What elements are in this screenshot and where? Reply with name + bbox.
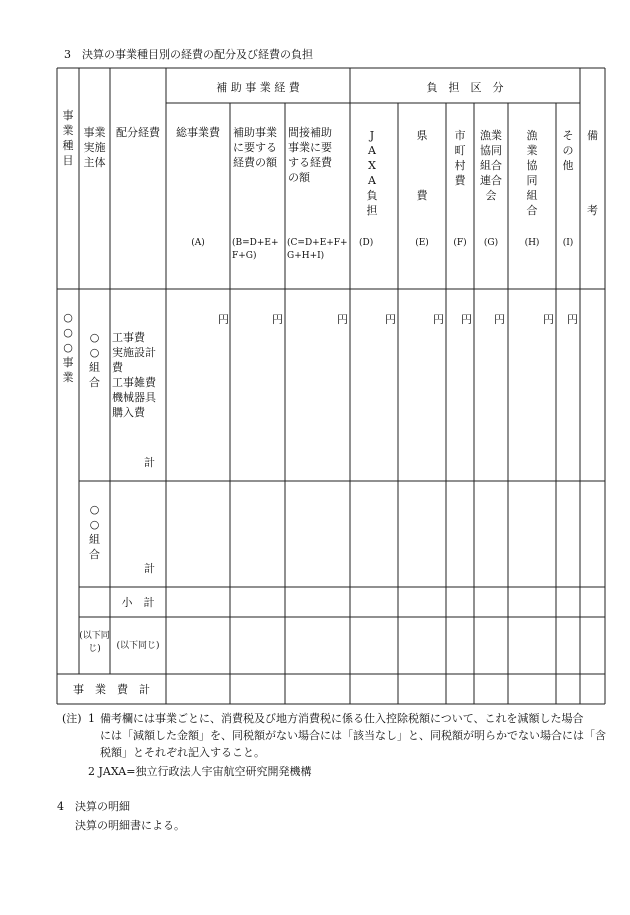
body-etc-entity: (以下同 じ) [79,631,110,654]
header-muni-code: (F) [453,238,467,248]
header-required-code: (B=D+E+ F+G) [232,238,279,261]
header-other: そ の 他 [562,129,574,172]
yen-jaxa: 円 [385,313,396,326]
note-1: 備考欄には事業ごとに、消費税及び地方消費税に係る仕入控除税額について、これを減額した場合 には「減額した金額」を、同税額がない場合には「該当なし」と、同税額が明らかでない場合には「含 税額」とそれぞれ記入すること。 [100,712,606,759]
body-etc-alloc: (以下同じ) [116,641,160,651]
header-pref-code: (E) [415,238,429,248]
body-grand-total: 事 業 費 計 [73,683,150,696]
yen-other: 円 [567,313,578,326]
body-entity-2: ○ ○ 組 合 [89,503,100,561]
yen-required: 円 [272,313,283,326]
header-type: 事 業 種 目 [62,109,74,167]
body-kei-2: 計 [144,562,155,575]
body-kei-1: 計 [144,456,155,469]
header-fed: 漁業 協同 組合 連合 会 [480,129,502,202]
note-2: 2 JAXA=独立行政法人宇宙航空研究開発機構 [88,765,312,778]
yen-total: 円 [218,313,229,326]
yen-pref: 円 [433,313,444,326]
header-remarks: 備 考 [587,129,598,217]
section-4-heading: 4 決算の明細 [57,800,130,813]
section-4-body: 決算の明細書による。 [75,819,185,832]
header-total: 総事業費 [176,126,220,139]
header-indirect-code: (C=D+E+F+ G+H+I) [287,238,348,261]
yen-fed: 円 [494,313,505,326]
note-1-number: 1 [88,712,95,725]
yen-coop: 円 [543,313,554,326]
body-entity-1: ○ ○ 組 合 [89,331,100,389]
header-required: 補助事業 に要する 経費の額 [233,126,277,169]
header-fed-code: (G) [483,238,499,248]
body-subtotal: 小 計 [121,596,155,609]
header-entity: 事業 実施 主体 [83,126,106,169]
header-group-burden: 負 担 区 分 [426,81,504,94]
yen-muni: 円 [461,313,472,326]
header-indirect: 間接補助 事業に要 する経費 の額 [288,126,332,184]
body-alloc-items: 工事費 実施設計 費 工事雑費 機械器具 購入費 [112,331,156,419]
header-coop: 漁 業 協 同 組 合 [526,129,538,217]
header-pref: 県 費 [416,129,428,202]
header-jaxa-code: (D) [359,238,374,248]
header-group-subsidy: 補 助 事 業 経 費 [216,81,300,94]
header-alloc: 配分経費 [116,126,160,139]
section-3-heading: 3 決算の事業種目別の経費の配分及び経費の負担 [64,48,313,61]
header-coop-code: (H) [524,238,540,248]
header-jaxa: J A X A 負 担 [366,129,378,217]
header-other-code: (I) [562,238,574,248]
header-muni: 市 町 村 費 [454,129,466,187]
header-total-code: (A) [191,238,205,248]
body-project-type: ○ ○ ○ 事 業 [62,311,74,384]
yen-indirect: 円 [337,313,348,326]
notes-label: (注) [62,712,82,725]
